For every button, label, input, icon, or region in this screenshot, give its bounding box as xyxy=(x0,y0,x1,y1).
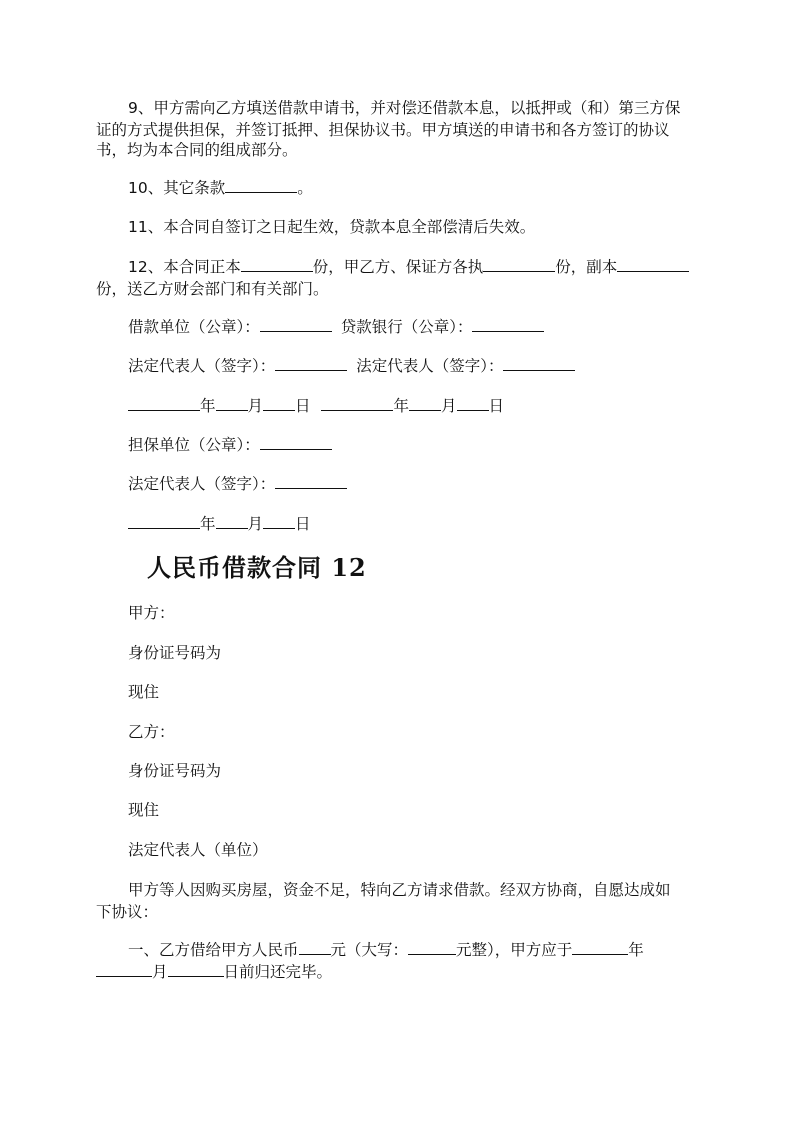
date-row-2 xyxy=(128,514,311,534)
blank-line[interactable] xyxy=(409,396,441,411)
date-row-1 xyxy=(128,396,504,416)
blank-line[interactable] xyxy=(216,396,248,411)
article-1-text-a: 一、乙方借给甲方人民币 xyxy=(128,941,299,959)
clause-9-line-3: 书，均为本合同的组成部分。 xyxy=(96,141,298,159)
blank-line[interactable] xyxy=(96,962,152,977)
blank-line[interactable] xyxy=(260,317,332,332)
clause-9-line-2: 证的方式提供担保，并签订抵押、担保协议书。甲方填送的申请书和各方签订的协议 xyxy=(96,121,670,139)
blank-line[interactable] xyxy=(128,396,200,411)
borrower-rep-label: 法定代表人（签字）： xyxy=(128,357,276,375)
blank-line[interactable] xyxy=(457,396,489,411)
guarantor-seal-label: 担保单位（公章）： xyxy=(128,436,260,454)
clause-10-end: 。 xyxy=(297,179,313,197)
blank-line[interactable] xyxy=(225,178,297,193)
blank-line[interactable] xyxy=(241,257,313,272)
bank-rep-label: 法定代表人（签字）： xyxy=(356,357,504,375)
blank-line[interactable] xyxy=(275,474,347,489)
day-label: 日 xyxy=(295,397,311,415)
blank-line[interactable] xyxy=(483,257,555,272)
clause-11: 11、本合同自签订之日起生效，贷款本息全部偿清后失效。 xyxy=(128,218,536,236)
month-label: 月 xyxy=(441,397,457,415)
guarantor-rep-label: 法定代表人（签字）： xyxy=(128,475,276,493)
blank-line[interactable] xyxy=(617,257,689,272)
blank-line[interactable] xyxy=(263,396,295,411)
party-a-id-label: 身份证号码为 xyxy=(128,644,222,662)
signature-row-1 xyxy=(128,317,544,337)
blank-line[interactable] xyxy=(408,940,456,955)
month-label: 月 xyxy=(247,397,264,415)
guarantor-seal-row xyxy=(128,435,332,455)
clause-10 xyxy=(128,178,313,198)
clause-10-text: 10、其它条款 xyxy=(128,179,226,197)
blank-line[interactable] xyxy=(472,317,544,332)
blank-line[interactable] xyxy=(168,962,224,977)
article-1-year-label: 年 xyxy=(628,941,644,959)
article-1-line-1 xyxy=(128,940,644,960)
day-label: 日 xyxy=(295,515,311,533)
blank-line[interactable] xyxy=(321,396,393,411)
year-label: 年 xyxy=(200,397,216,415)
blank-line[interactable] xyxy=(299,940,331,955)
clause-12-text-a: 12、本合同正本 xyxy=(128,258,241,276)
blank-line[interactable] xyxy=(275,356,347,371)
article-1-text-c: 元整），甲方应于 xyxy=(456,941,573,959)
section-title: 人民币借款合同 12 xyxy=(147,553,367,582)
year-label: 年 xyxy=(200,515,216,533)
blank-line[interactable] xyxy=(263,514,295,529)
month-label: 月 xyxy=(247,515,264,533)
blank-line[interactable] xyxy=(572,940,628,955)
clause-12-text-b: 份，甲乙方、保证方各执 xyxy=(312,258,484,276)
blank-line[interactable] xyxy=(128,514,200,529)
clause-12-line-1 xyxy=(128,257,689,277)
legal-rep-label: 法定代表人（单位） xyxy=(128,841,268,859)
blank-line[interactable] xyxy=(216,514,248,529)
party-b-id-label: 身份证号码为 xyxy=(128,762,222,780)
party-a-address-label: 现住 xyxy=(128,683,160,701)
day-label: 日 xyxy=(488,397,505,415)
bank-seal-label: 贷款银行（公章）： xyxy=(340,318,473,336)
year-label: 年 xyxy=(393,397,409,415)
party-b-address-label: 现住 xyxy=(128,801,160,819)
guarantor-rep-row xyxy=(128,474,347,494)
blank-line[interactable] xyxy=(503,356,575,371)
article-1-line-2 xyxy=(96,962,332,982)
clause-12-text-c: 份，副本 xyxy=(555,258,618,276)
article-1-text-b: 元（大写： xyxy=(330,941,409,959)
blank-line[interactable] xyxy=(260,435,332,450)
clause-12-line-2: 份，送乙方财会部门和有关部门。 xyxy=(96,280,329,298)
article-1-month-label: 月 xyxy=(152,963,168,981)
party-b-label: 乙方： xyxy=(128,723,175,741)
preamble-line-2: 下协议： xyxy=(96,903,159,921)
clause-9-line-1: 9、甲方需向乙方填送借款申请书，并对偿还借款本息，以抵押或（和）第三方保 xyxy=(128,99,681,117)
party-a-label: 甲方： xyxy=(128,604,175,622)
signature-row-2 xyxy=(128,356,575,376)
preamble-line-1: 甲方等人因购买房屋，资金不足，特向乙方请求借款。经双方协商，自愿达成如 xyxy=(128,881,671,899)
borrower-seal-label: 借款单位（公章）： xyxy=(128,318,260,336)
article-1-text-d: 日前归还完毕。 xyxy=(223,963,333,981)
